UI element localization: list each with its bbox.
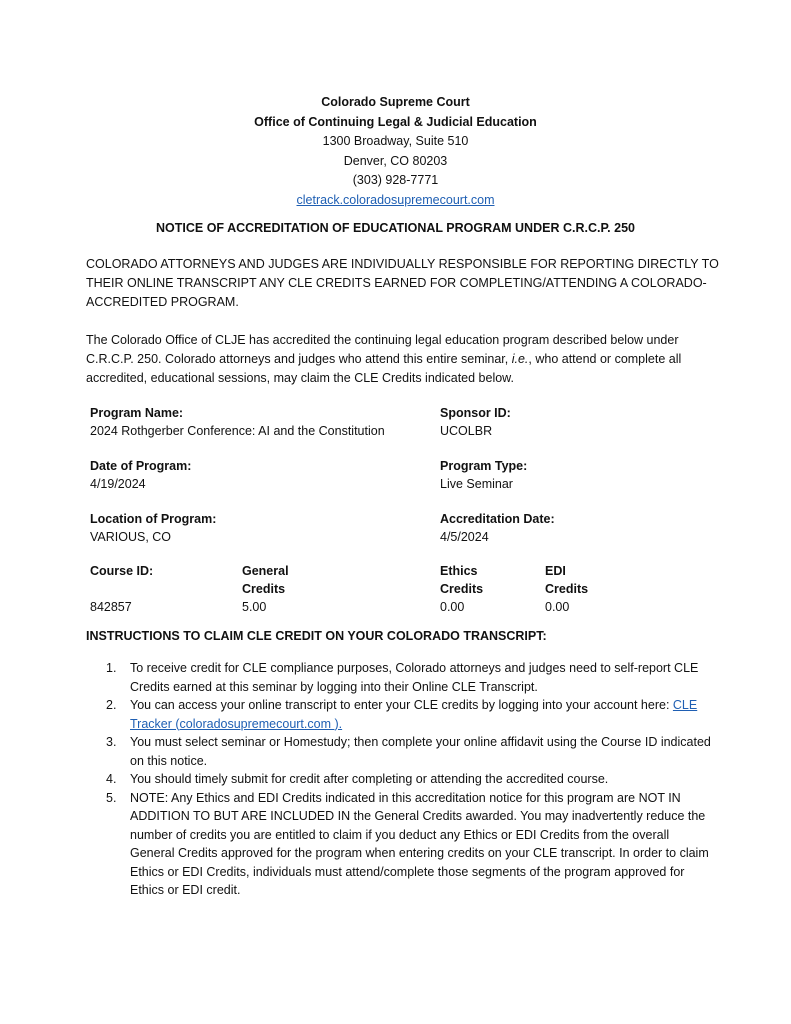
address-line-1: 1300 Broadway, Suite 510 bbox=[322, 134, 469, 148]
instruction-number: 3. bbox=[106, 735, 117, 749]
instructions-title: INSTRUCTIONS TO CLAIM CLE CREDIT ON YOUR COLORADO TRANSCRIPT: bbox=[86, 629, 547, 643]
instruction-number: 2. bbox=[106, 698, 117, 712]
general-credits-label-1: General bbox=[242, 564, 289, 578]
program-date-label: Date of Program: bbox=[90, 459, 192, 473]
edi-credits-label-1: EDI bbox=[545, 564, 566, 578]
phone-number: (303) 928-7771 bbox=[352, 173, 439, 187]
program-type-value: Live Seminar bbox=[440, 477, 513, 491]
sponsor-id-label: Sponsor ID: bbox=[440, 406, 511, 420]
program-date-value: 4/19/2024 bbox=[90, 477, 146, 491]
instruction-text: You can access your online transcript to enter your CLE credits by logging into your account here: bbox=[130, 698, 673, 712]
instruction-item bbox=[106, 770, 716, 789]
website-link[interactable]: cletrack.coloradosupremecourt.com bbox=[296, 192, 495, 207]
accreditation-date-label: Accreditation Date: bbox=[440, 512, 555, 526]
instruction-text: NOTE: Any Ethics and EDI Credits indicated in this accreditation notice for this program are NOT IN ADDITION TO BUT ARE INCLUDED IN the General Credits awarded. You may inadvertently reduce the number of credits you are entitled to claim if you deduct any Ethics or EDI Credits from the overall General Credits approved for the program when entering credits on your CLE transcript. In order to claim Ethics or EDI Credits, individuals must attend/complete those segments of the program approved for Ethics or EDI credit. bbox=[130, 790, 709, 897]
instruction-item bbox=[106, 789, 716, 900]
ethics-credits-value: 0.00 bbox=[440, 600, 465, 614]
program-type-label: Program Type: bbox=[440, 459, 528, 473]
ethics-credits-label-1: Ethics bbox=[440, 564, 478, 578]
instruction-item bbox=[106, 696, 716, 733]
instruction-number: 1. bbox=[106, 661, 117, 675]
course-id-value: 842857 bbox=[90, 600, 132, 614]
accreditation-paragraph-ie: i.e. bbox=[511, 352, 529, 366]
letterhead bbox=[0, 93, 791, 210]
course-id-label: Course ID: bbox=[90, 564, 154, 578]
sponsor-id-value: UCOLBR bbox=[440, 424, 493, 438]
instruction-item bbox=[106, 659, 716, 696]
cle-tracker-link[interactable]: CLE Tracker (coloradosupremecourt.com ). bbox=[130, 698, 698, 731]
instruction-number: 4. bbox=[106, 772, 117, 786]
responsibility-paragraph: COLORADO ATTORNEYS AND JUDGES ARE INDIVIDUALLY RESPONSIBLE FOR REPORTING DIRECTLY TO THEIR ONLINE TRANSCRIPT ANY CLE CREDITS EARNED FOR COMPLETING/ATTENDING A COLORADO-ACCREDITED PROGRAM. bbox=[86, 257, 719, 309]
program-location-label: Location of Program: bbox=[90, 512, 217, 526]
accreditation-date-value: 4/5/2024 bbox=[440, 530, 489, 544]
general-credits-value: 5.00 bbox=[242, 600, 267, 614]
accreditation-paragraph bbox=[86, 331, 726, 388]
office-name: Office of Continuing Legal & Judicial Education bbox=[254, 114, 537, 129]
accreditation-paragraph-part2: , who attend or complete all accredited, educational sessions, may claim the CLE Credits indicated below. bbox=[86, 352, 682, 385]
instruction-text: You should timely submit for credit after completing or attending the accredited course. bbox=[130, 772, 609, 786]
program-name-label: Program Name: bbox=[90, 406, 184, 420]
notice-title: NOTICE OF ACCREDITATION OF EDUCATIONAL PROGRAM UNDER C.R.C.P. 250 bbox=[156, 221, 635, 235]
instruction-item bbox=[106, 733, 716, 770]
ethics-credits-label-2: Credits bbox=[440, 582, 484, 596]
general-credits-label-2: Credits bbox=[242, 582, 286, 596]
instruction-number: 5. bbox=[106, 790, 117, 805]
accreditation-paragraph-part1: The Colorado Office of CLJE has accredited the continuing legal education program described below under C.R.C.P. 250. Colorado attorneys and judges who attend this entire seminar, bbox=[86, 333, 679, 366]
instruction-text: You must select seminar or Homestudy; then complete your online affidavit using the Course ID indicated on this notice. bbox=[130, 735, 711, 768]
instructions-list bbox=[106, 659, 716, 900]
court-name: Colorado Supreme Court bbox=[321, 95, 470, 109]
program-location-value: VARIOUS, CO bbox=[90, 530, 172, 544]
program-name-value: 2024 Rothgerber Conference: AI and the Constitution bbox=[90, 424, 385, 438]
instruction-text: To receive credit for CLE compliance purposes, Colorado attorneys and judges need to self-report CLE Credits earned at this seminar by logging into their Online CLE Transcript. bbox=[130, 661, 699, 694]
address-line-2: Denver, CO 80203 bbox=[343, 153, 448, 168]
edi-credits-value: 0.00 bbox=[545, 600, 570, 614]
edi-credits-label-2: Credits bbox=[545, 582, 589, 596]
